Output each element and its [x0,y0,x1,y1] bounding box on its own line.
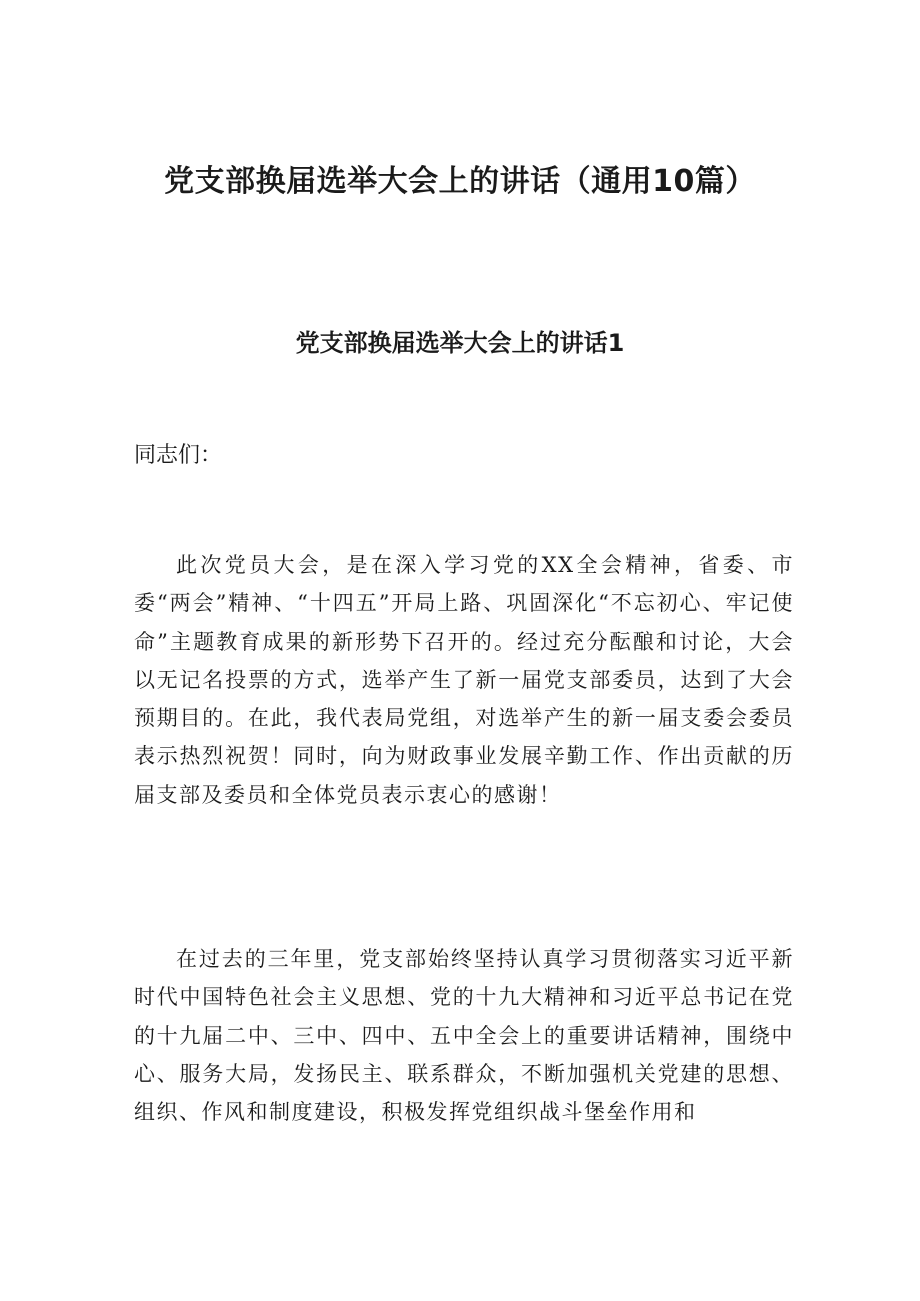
section-heading: 党支部换届选举大会上的讲话1 [295,329,625,357]
salutation: 同志们： [134,443,223,468]
body-paragraph: 在过去的三年里，党支部始终坚持认真学习贯彻落实习近平新时代中国特色社会主义思想、党的十九大精神和习近平总书记在党的十九届二中、三中、四中、五中全会上的重要讲话精神，围绕中心、服务大局，发扬民主、联系群众，不断加强机关党建的思想、组织、作风和制度建设，积极发挥党组织战斗堡垒作用和 [134,947,794,1125]
body-paragraph: 此次党员大会，是在深入学习党的XX全会精神，省委、市委“两会”精神、“十四五”开局上路、巩固深化“不忘初心、牢记使命”主题教育成果的新形势下召开的。经过充分酝酿和讨论，大会以无记名投票的方式，选举产生了新一届党支部委员，达到了大会预期目的。在此，我代表局党组，对选举产生的新一届支委会委员表示热烈祝贺！同时，向为财政事业发展辛勤工作、作出贡献的历届支部及委员和全体党员表示衷心的感谢！ [134,553,794,807]
document-title: 党支部换届选举大会上的讲话（通用10篇） [164,164,756,199]
